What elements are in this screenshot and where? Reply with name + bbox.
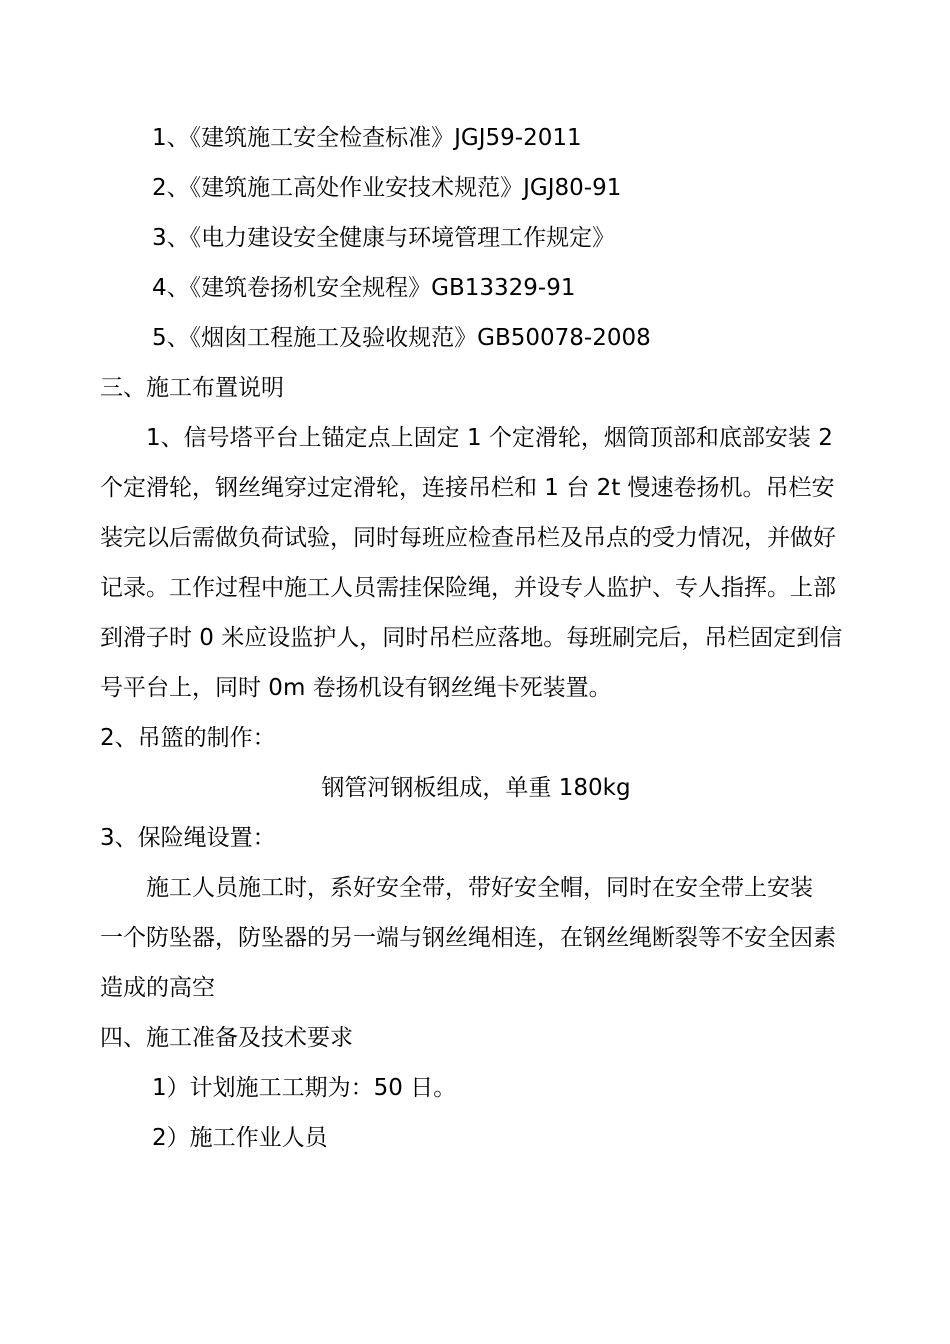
reference-item-4: 4、《建筑卷扬机安全规程》GB13329-91 bbox=[152, 275, 576, 301]
reference-item-2: 2、《建筑施工高处作业安技术规范》JGJ80-91 bbox=[152, 175, 622, 201]
reference-item-3: 3、《电力建设安全健康与环境管理工作规定》 bbox=[152, 225, 616, 251]
paragraph-line: 个定滑轮，钢丝绳穿过定滑轮，连接吊栏和 1 台 2t 慢速卷扬机。吊栏安 bbox=[100, 475, 835, 501]
paragraph-line: 到滑子时 0 米应设监护人，同时吊栏应落地。每班刷完后，吊栏固定到信 bbox=[100, 625, 843, 651]
item-2-text: 钢管河钢板组成，单重 180kg bbox=[321, 775, 631, 801]
paragraph-line: 号平台上，同时 0m 卷扬机设有钢丝绳卡死装置。 bbox=[100, 675, 612, 701]
paragraph-line: 施工人员施工时，系好安全带，带好安全帽，同时在安全带上安装 bbox=[100, 875, 813, 901]
paragraph-line: 一个防坠器，防坠器的另一端与钢丝绳相连，在钢丝绳断裂等不安全因素 bbox=[100, 925, 836, 951]
section-4-item-2: 2）施工作业人员 bbox=[152, 1125, 328, 1151]
section-4-item-1: 1）计划施工工期为：50 日。 bbox=[152, 1075, 457, 1101]
item-3-heading: 3、保险绳设置： bbox=[100, 825, 276, 851]
item-2-heading: 2、吊篮的制作： bbox=[100, 725, 276, 751]
paragraph-line: 记录。工作过程中施工人员需挂保险绳，并设专人监护、专人指挥。上部 bbox=[100, 575, 836, 601]
section-3-heading: 三、施工布置说明 bbox=[100, 375, 284, 401]
paragraph-line: 造成的高空 bbox=[100, 975, 215, 1001]
section-4-heading: 四、施工准备及技术要求 bbox=[100, 1025, 353, 1051]
reference-item-1: 1、《建筑施工安全检查标准》JGJ59-2011 bbox=[152, 125, 582, 151]
paragraph-line: 1、信号塔平台上锚定点上固定 1 个定滑轮，烟筒顶部和底部安装 2 bbox=[100, 425, 833, 451]
paragraph-line: 装完以后需做负荷试验，同时每班应检查吊栏及吊点的受力情况，并做好 bbox=[100, 525, 836, 551]
reference-item-5: 5、《烟囱工程施工及验收规范》GB50078-2008 bbox=[152, 325, 651, 351]
